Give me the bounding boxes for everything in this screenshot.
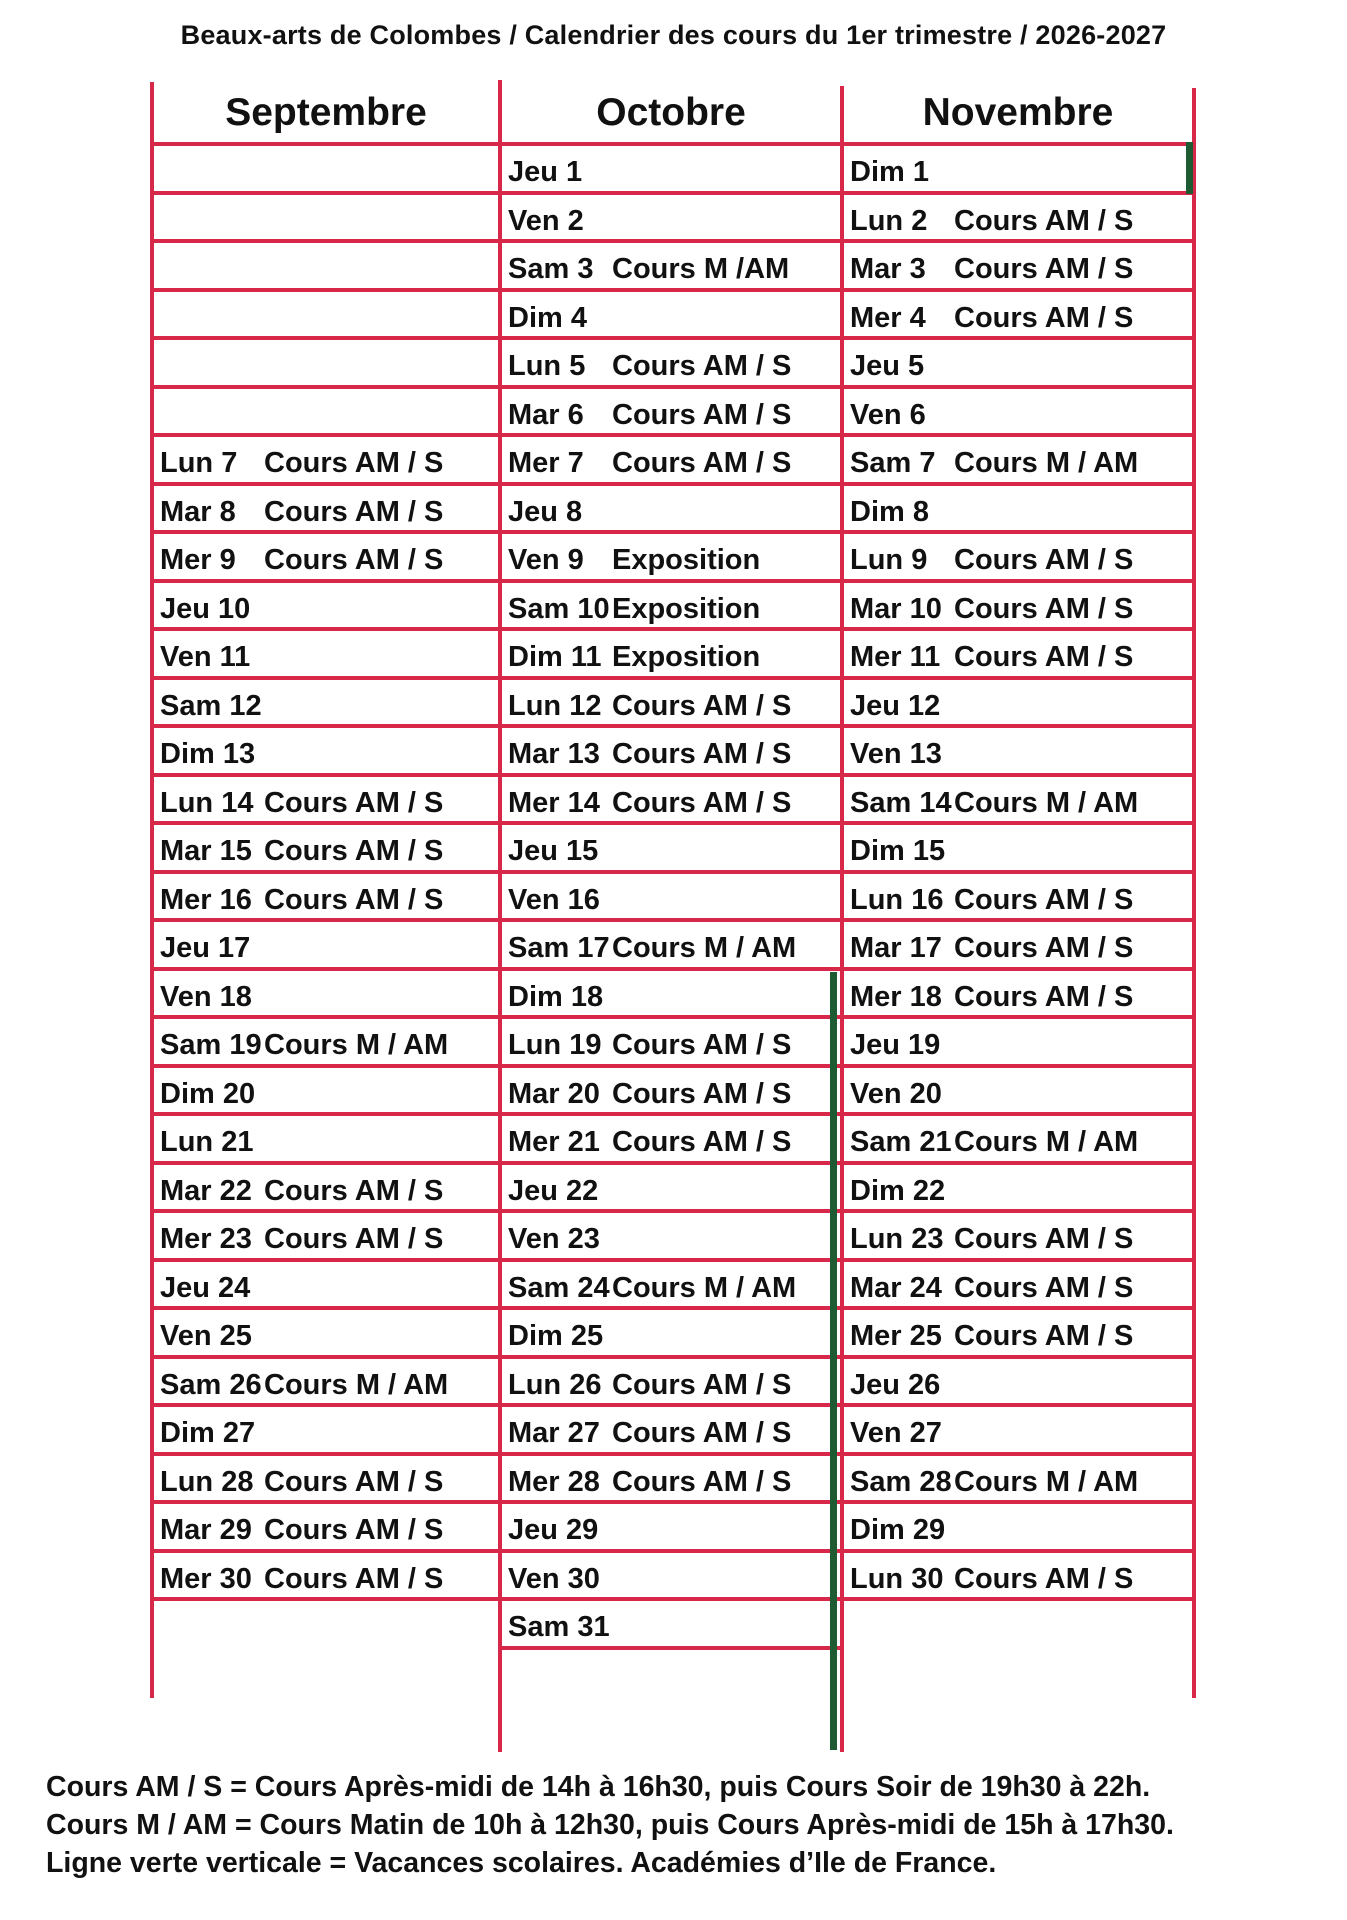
day-label: Lun 21 xyxy=(160,1126,254,1158)
day-label: Ven 6 xyxy=(850,398,926,431)
legend-line: Cours AM / S = Cours Après-midi de 14h à 16h30, puis Cours Soir de 19h30 à 22h. xyxy=(46,1771,1151,1803)
day-row xyxy=(500,1116,842,1165)
grid-line-sep-oct xyxy=(498,80,502,1752)
course-label: Cours AM / S xyxy=(264,495,444,528)
day-row xyxy=(842,1019,1194,1068)
legend xyxy=(46,1768,1336,1882)
day-label: Dim 11 xyxy=(508,641,602,673)
day-row xyxy=(842,340,1194,389)
vacation-line-october xyxy=(830,972,837,1750)
course-label: Cours AM / S xyxy=(954,544,1134,576)
course-label: Cours AM / S xyxy=(264,447,444,479)
day-row xyxy=(152,486,500,535)
day-row xyxy=(500,825,842,874)
day-row xyxy=(152,631,500,680)
day-row xyxy=(842,728,1194,777)
day-label: Dim 4 xyxy=(508,301,587,334)
vacation-line-november xyxy=(1186,142,1193,194)
day-label: Lun 28 xyxy=(160,1465,254,1498)
day-label: Ven 13 xyxy=(850,738,942,770)
day-row xyxy=(842,292,1194,341)
course-label: Cours M / AM xyxy=(612,932,797,964)
day-label: Lun 9 xyxy=(850,544,928,576)
day-row xyxy=(152,1165,500,1214)
day-label: Sam 21 xyxy=(850,1126,952,1158)
day-label: Mar 29 xyxy=(160,1514,252,1546)
course-label: Cours AM / S xyxy=(264,883,444,916)
course-label: Cours AM / S xyxy=(264,1514,444,1546)
day-label: Sam 14 xyxy=(850,786,952,819)
day-list xyxy=(842,146,1194,1601)
day-row xyxy=(842,195,1194,244)
day-row xyxy=(842,825,1194,874)
day-row xyxy=(500,1213,842,1262)
day-label: Mer 9 xyxy=(160,544,236,576)
course-label: Cours M /AM xyxy=(612,253,790,285)
day-label: Sam 24 xyxy=(508,1271,610,1304)
day-row xyxy=(500,1601,842,1650)
day-row xyxy=(152,922,500,971)
day-label: Mer 25 xyxy=(850,1320,942,1352)
day-label: Dim 13 xyxy=(160,738,256,770)
day-row xyxy=(500,631,842,680)
day-label: Sam 31 xyxy=(508,1611,610,1643)
course-label: Cours AM / S xyxy=(612,738,792,770)
day-label: Sam 17 xyxy=(508,932,610,964)
day-row xyxy=(842,777,1194,826)
day-row xyxy=(152,1310,500,1359)
day-label: Sam 19 xyxy=(160,1029,262,1061)
day-row xyxy=(500,1456,842,1505)
day-label: Dim 29 xyxy=(850,1514,946,1546)
day-label: Mer 4 xyxy=(850,301,926,334)
day-label: Mar 27 xyxy=(508,1417,600,1449)
day-row xyxy=(500,1310,842,1359)
day-label: Ven 18 xyxy=(160,980,252,1013)
course-label: Cours AM / S xyxy=(264,1223,444,1255)
day-label: Sam 12 xyxy=(160,689,262,722)
course-label: Cours M / AM xyxy=(264,1368,449,1401)
day-label: Ven 20 xyxy=(850,1077,942,1110)
day-row xyxy=(152,825,500,874)
course-label: Exposition xyxy=(612,544,761,576)
empty-row xyxy=(152,146,500,195)
day-row xyxy=(842,1553,1194,1602)
day-row xyxy=(152,777,500,826)
day-row xyxy=(152,1407,500,1456)
day-label: Mar 20 xyxy=(508,1077,600,1110)
day-row xyxy=(500,680,842,729)
course-label: Cours AM / S xyxy=(612,1029,792,1061)
day-label: Jeu 1 xyxy=(508,156,583,188)
empty-row xyxy=(152,195,500,244)
course-label: Cours M / AM xyxy=(954,786,1139,819)
day-row xyxy=(842,1407,1194,1456)
day-label: Jeu 19 xyxy=(850,1029,941,1061)
day-label: Ven 2 xyxy=(508,204,584,237)
course-label: Cours AM / S xyxy=(612,447,792,479)
day-row xyxy=(842,146,1194,195)
day-row xyxy=(500,1359,842,1408)
day-label: Dim 25 xyxy=(508,1320,604,1352)
course-label: Cours AM / S xyxy=(612,1465,792,1498)
day-list xyxy=(500,146,842,1650)
day-label: Mar 24 xyxy=(850,1271,942,1304)
empty-row xyxy=(152,389,500,438)
day-row xyxy=(500,1165,842,1214)
day-row xyxy=(152,534,500,583)
day-row xyxy=(842,486,1194,535)
day-row xyxy=(842,243,1194,292)
day-label: Dim 27 xyxy=(160,1417,256,1449)
course-label: Cours AM / S xyxy=(612,1368,792,1401)
day-label: Sam 26 xyxy=(160,1368,262,1401)
day-label: Mer 21 xyxy=(508,1126,600,1158)
course-label: Cours AM / S xyxy=(264,1174,444,1207)
course-label: Cours M / AM xyxy=(612,1271,797,1304)
course-label: Cours AM / S xyxy=(264,544,444,576)
day-row xyxy=(500,292,842,341)
day-row xyxy=(842,1068,1194,1117)
day-label: Mer 23 xyxy=(160,1223,252,1255)
day-label: Ven 30 xyxy=(508,1562,600,1595)
day-label: Mer 7 xyxy=(508,447,584,479)
day-label: Dim 18 xyxy=(508,980,604,1013)
day-row xyxy=(500,534,842,583)
day-label: Lun 2 xyxy=(850,204,928,237)
day-row xyxy=(842,680,1194,729)
day-row xyxy=(500,1068,842,1117)
day-label: Ven 9 xyxy=(508,544,584,576)
course-label: Cours AM / S xyxy=(954,980,1134,1013)
day-row xyxy=(500,1262,842,1311)
day-label: Sam 7 xyxy=(850,447,936,479)
grid-line-right xyxy=(1192,88,1196,1698)
day-label: Jeu 10 xyxy=(160,592,251,625)
month-column-septembre xyxy=(152,84,500,1601)
day-row xyxy=(842,437,1194,486)
day-label: Lun 19 xyxy=(508,1029,602,1061)
day-label: Sam 28 xyxy=(850,1465,952,1498)
month-header: Septembre xyxy=(152,84,500,146)
day-row xyxy=(152,1213,500,1262)
day-row xyxy=(842,389,1194,438)
day-label: Ven 16 xyxy=(508,883,600,916)
day-label: Lun 12 xyxy=(508,689,602,722)
month-column-novembre xyxy=(842,84,1194,1601)
course-label: Cours AM / S xyxy=(954,1223,1134,1255)
day-label: Dim 15 xyxy=(850,835,946,867)
day-label: Lun 14 xyxy=(160,786,254,819)
course-label: Cours AM / S xyxy=(954,641,1134,673)
legend-line: Cours M / AM = Cours Matin de 10h à 12h30, puis Cours Après-midi de 15h à 17h30. xyxy=(46,1809,1174,1841)
course-label: Cours M / AM xyxy=(954,447,1139,479)
course-label: Cours AM / S xyxy=(264,1465,444,1498)
course-label: Cours AM / S xyxy=(954,253,1134,285)
day-row xyxy=(152,971,500,1020)
day-label: Mar 17 xyxy=(850,932,942,964)
day-row xyxy=(500,195,842,244)
course-label: Cours AM / S xyxy=(954,1271,1134,1304)
day-row xyxy=(500,389,842,438)
course-label: Cours AM / S xyxy=(954,1562,1134,1595)
day-label: Mar 13 xyxy=(508,738,600,770)
day-row xyxy=(500,583,842,632)
day-label: Dim 8 xyxy=(850,495,929,528)
day-label: Dim 22 xyxy=(850,1174,946,1207)
day-row xyxy=(152,874,500,923)
day-row xyxy=(152,1116,500,1165)
day-label: Ven 23 xyxy=(508,1223,600,1255)
day-label: Sam 10 xyxy=(508,592,610,625)
day-label: Lun 7 xyxy=(160,447,238,479)
day-row xyxy=(842,1456,1194,1505)
day-row xyxy=(500,437,842,486)
day-label: Mer 18 xyxy=(850,980,942,1013)
day-label: Jeu 29 xyxy=(508,1514,599,1546)
course-label: Cours AM / S xyxy=(954,1320,1134,1352)
day-label: Sam 3 xyxy=(508,253,594,285)
course-label: Cours AM / S xyxy=(612,1077,792,1110)
day-label: Jeu 15 xyxy=(508,835,599,867)
day-row xyxy=(152,1068,500,1117)
day-row xyxy=(152,728,500,777)
day-label: Ven 11 xyxy=(160,641,251,673)
grid-line-left xyxy=(150,82,154,1698)
day-row xyxy=(842,874,1194,923)
day-row xyxy=(842,1262,1194,1311)
day-label: Lun 30 xyxy=(850,1562,944,1595)
day-row xyxy=(152,1359,500,1408)
day-label: Mar 6 xyxy=(508,398,584,431)
day-label: Dim 20 xyxy=(160,1077,256,1110)
day-row xyxy=(152,583,500,632)
legend-line: Ligne verte verticale = Vacances scolaires. Académies d’Ile de France. xyxy=(46,1847,997,1879)
day-row xyxy=(500,922,842,971)
day-row xyxy=(152,1504,500,1553)
day-label: Jeu 22 xyxy=(508,1174,599,1207)
day-label: Jeu 12 xyxy=(850,689,941,722)
day-label: Jeu 26 xyxy=(850,1368,941,1401)
day-row xyxy=(842,1165,1194,1214)
day-row xyxy=(842,534,1194,583)
day-label: Mer 16 xyxy=(160,883,252,916)
day-label: Mer 11 xyxy=(850,641,941,673)
day-label: Mer 28 xyxy=(508,1465,600,1498)
course-label: Cours AM / S xyxy=(264,786,444,819)
course-label: Cours AM / S xyxy=(954,932,1134,964)
course-label: Cours AM / S xyxy=(954,883,1134,916)
day-label: Jeu 5 xyxy=(850,350,925,382)
day-row xyxy=(500,1553,842,1602)
day-row xyxy=(500,340,842,389)
day-row xyxy=(500,728,842,777)
day-row xyxy=(842,1116,1194,1165)
day-label: Jeu 8 xyxy=(508,495,583,528)
course-label: Cours AM / S xyxy=(612,689,792,722)
day-row xyxy=(500,874,842,923)
day-label: Lun 26 xyxy=(508,1368,602,1401)
day-row xyxy=(500,971,842,1020)
day-row xyxy=(842,1359,1194,1408)
day-row xyxy=(842,971,1194,1020)
course-label: Cours M / AM xyxy=(264,1029,449,1061)
day-row xyxy=(842,1213,1194,1262)
day-row xyxy=(152,437,500,486)
day-row xyxy=(500,146,842,195)
day-label: Lun 16 xyxy=(850,883,944,916)
day-row xyxy=(500,777,842,826)
day-row xyxy=(500,1019,842,1068)
day-label: Ven 27 xyxy=(850,1417,942,1449)
grid-line-oct-nov xyxy=(840,86,844,1752)
day-row xyxy=(842,1310,1194,1359)
day-label: Mar 22 xyxy=(160,1174,252,1207)
day-label: Mar 3 xyxy=(850,253,926,285)
day-label: Dim 1 xyxy=(850,156,929,188)
course-label: Cours AM / S xyxy=(954,204,1134,237)
day-row xyxy=(152,1553,500,1602)
day-label: Jeu 24 xyxy=(160,1271,251,1304)
course-label: Exposition xyxy=(612,592,761,625)
course-label: Cours AM / S xyxy=(612,398,792,431)
course-label: Cours AM / S xyxy=(612,350,792,382)
day-row xyxy=(500,1407,842,1456)
day-label: Mer 30 xyxy=(160,1562,252,1595)
day-row xyxy=(500,243,842,292)
day-label: Mer 14 xyxy=(508,786,600,819)
day-row xyxy=(842,1504,1194,1553)
day-row xyxy=(842,631,1194,680)
day-row xyxy=(842,922,1194,971)
day-row xyxy=(152,1019,500,1068)
day-label: Mar 10 xyxy=(850,592,942,625)
day-label: Mar 8 xyxy=(160,495,236,528)
course-label: Exposition xyxy=(612,641,761,673)
course-label: Cours AM / S xyxy=(612,786,792,819)
day-row xyxy=(842,583,1194,632)
month-column-octobre xyxy=(500,84,842,1650)
course-label: Cours M / AM xyxy=(954,1465,1139,1498)
day-label: Lun 5 xyxy=(508,350,586,382)
page-title: Beaux-arts de Colombes / Calendrier des cours du 1er trimestre / 2026-2027 xyxy=(180,20,1167,50)
course-label: Cours AM / S xyxy=(264,1562,444,1595)
day-row xyxy=(152,680,500,729)
day-label: Lun 23 xyxy=(850,1223,944,1255)
day-row xyxy=(152,1262,500,1311)
course-label: Cours AM / S xyxy=(612,1417,792,1449)
course-label: Cours AM / S xyxy=(612,1126,792,1158)
day-row xyxy=(152,1456,500,1505)
day-row xyxy=(500,1504,842,1553)
day-label: Jeu 17 xyxy=(160,932,251,964)
course-label: Cours AM / S xyxy=(954,592,1134,625)
day-label: Mar 15 xyxy=(160,835,252,867)
month-header: Octobre xyxy=(500,84,842,146)
course-label: Cours AM / S xyxy=(954,301,1134,334)
empty-row xyxy=(152,292,500,341)
empty-row xyxy=(152,243,500,292)
month-header: Novembre xyxy=(842,84,1194,146)
day-label: Ven 25 xyxy=(160,1320,252,1352)
empty-row xyxy=(152,340,500,389)
day-row xyxy=(500,486,842,535)
course-label: Cours AM / S xyxy=(264,835,444,867)
course-label: Cours M / AM xyxy=(954,1126,1139,1158)
day-list xyxy=(152,146,500,1601)
